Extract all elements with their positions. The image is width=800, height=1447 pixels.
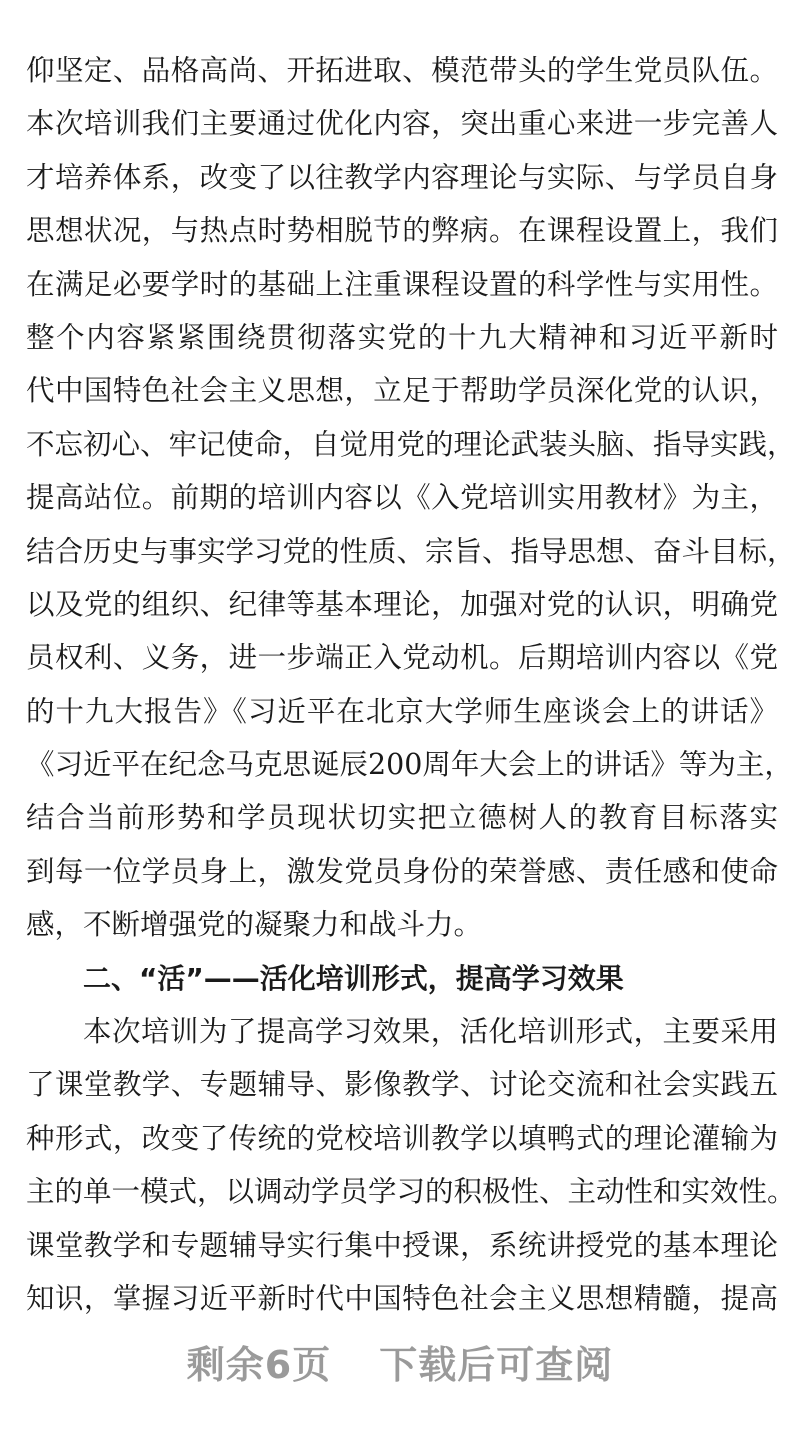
paragraph-line: 员权利、义务，进一步端正入党动机。后期培训内容以《党 (26, 641, 778, 675)
paragraph-line: 《习近平在纪念马克思诞辰200周年大会上的讲话》等为主， (26, 748, 793, 782)
paragraph-line: 思想状况，与热点时势相脱节的弊病。在课程设置上，我们 (26, 214, 778, 248)
document-body (26, 44, 796, 1325)
paragraph-line: 了课堂教学、专题辅导、影像教学、讨论交流和社会实践五 (26, 1068, 778, 1102)
paragraph-line: 仰坚定、品格高尚、开拓进取、模范带头的学生党员队伍。 (26, 54, 778, 87)
paragraph-line: 主的单一模式，以调动学员学习的积极性、主动性和实效性。 (26, 1175, 796, 1209)
section-heading: 二、“活”——活化培训形式，提高学习效果 (83, 961, 624, 995)
paragraph-line: 本次培训为了提高学习效果，活化培训形式，主要采用 (83, 1015, 778, 1049)
paragraph-line: 在满足必要学时的基础上注重课程设置的科学性与实用性。 (26, 267, 778, 301)
download-prompt-banner[interactable] (0, 1330, 800, 1400)
paragraph-line: 不忘初心、牢记使命，自觉用党的理论武装头脑、指导实践， (26, 427, 796, 461)
paragraph-line: 种形式，改变了传统的党校培训教学以填鸭式的理论灌输为 (26, 1121, 778, 1155)
paragraph-line: 知识，掌握习近平新时代中国特色社会主义思想精髓，提高 (26, 1281, 778, 1315)
paragraph-line: 感，不断增强党的凝聚力和战斗力。 (26, 908, 483, 942)
remaining-pages-text: 剩余6页 (186, 1343, 332, 1387)
download-to-view-text: 下载后可查阅 (379, 1343, 614, 1387)
paragraph-line: 结合历史与事实学习党的性质、宗旨、指导思想、奋斗目标， (26, 534, 796, 568)
paragraph-line: 以及党的组织、纪律等基本理论，加强对党的认识，明确党 (26, 587, 778, 621)
paragraph-line: 课堂教学和专题辅导实行集中授课，系统讲授党的基本理论 (26, 1228, 778, 1262)
paragraph-line: 整个内容紧紧围绕贯彻落实党的十九大精神和习近平新时 (26, 320, 778, 354)
paragraph-line: 代中国特色社会主义思想，立足于帮助学员深化党的认识， (26, 374, 778, 408)
paragraph-line: 提高站位。前期的培训内容以《入党培训实用教材》为主， (26, 481, 778, 515)
paragraph-line: 结合当前形势和学员现状切实把立德树人的教育目标落实 (26, 801, 778, 835)
paragraph-line: 本次培训我们主要通过优化内容，突出重心来进一步完善人 (26, 107, 778, 141)
paragraph-line: 到每一位学员身上，激发党员身份的荣誉感、责任感和使命 (26, 854, 778, 888)
paragraph-line: 才培养体系，改变了以往教学内容理论与实际、与学员自身 (26, 160, 778, 194)
paragraph-line: 的十九大报告》《习近平在北京大学师生座谈会上的讲话》 (26, 694, 778, 728)
